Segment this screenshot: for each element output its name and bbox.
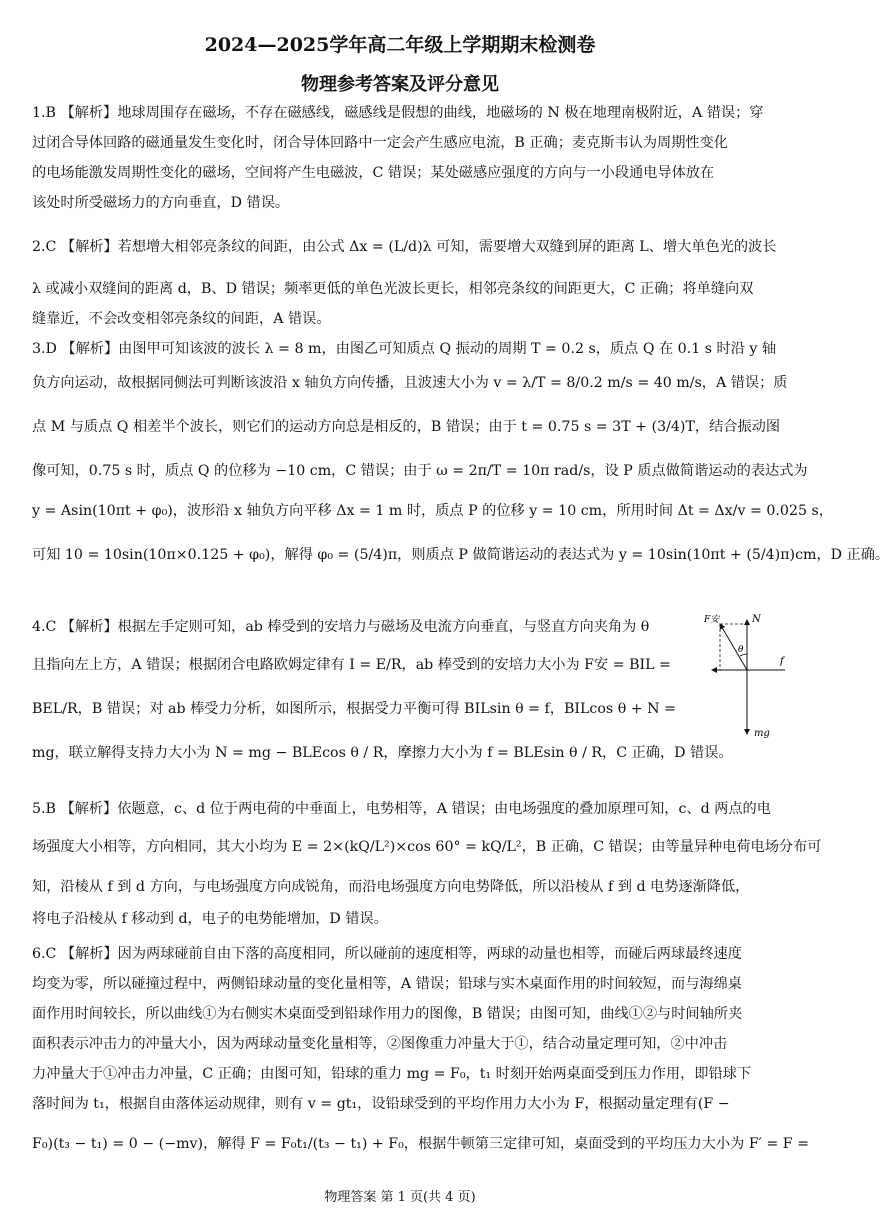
label-theta: θ xyxy=(738,645,744,655)
label-gravity: mg xyxy=(754,728,770,739)
question-5-answer xyxy=(32,800,822,940)
question-2-answer xyxy=(32,238,788,340)
answer-line: 面积表示冲击力的冲量大小，因为两球动量变化量相等，②图像重力冲量大于①，结合动量定理可知，②中冲击 xyxy=(32,1036,728,1052)
force-diagram xyxy=(700,612,790,742)
answer-line: 6.C 【解析】因为两球碰前自由下落的高度相同，所以碰前的速度相等，两球的动量也相等，而碰后两球最终速度 xyxy=(32,946,742,962)
question-1-answer xyxy=(32,104,788,224)
answer-line: 面作用时间较长，所以曲线①为右侧实木桌面受到铅球作用力的图像，B 错误；由图可知，曲线①②与时间轴所夹 xyxy=(32,1006,743,1022)
answer-line: 的电场能激发周期性变化的磁场，空间将产生电磁波，C 错误；某处磁感应强度的方向与一小段通电导体放在 xyxy=(32,165,715,181)
answer-line: 均变为零，所以碰撞过程中，两侧铅球动量的变化量相等，A 错误；铅球与实木桌面作用的时间较短，而与海绵桌 xyxy=(32,976,742,992)
page-title: 2024—2025学年高二年级上学期期末检测卷 xyxy=(204,34,596,56)
answer-line: 可知 10 = 10sin(10π×0.125 + φ₀)，解得 φ₀ = (5/4)π，则质点 P 做简谐运动的表达式为 y = 10sin(10πt + (5/4)π)cm，D 正确。 xyxy=(32,547,889,563)
page-footer: 物理答案 第 1 页(共 4 页) xyxy=(324,1190,476,1205)
answer-line: 缝靠近，不会改变相邻亮条纹的间距，A 错误。 xyxy=(32,311,331,327)
answer-line: mg，联立解得支持力大小为 N = mg − BLEcos θ / R，摩擦力大小为 f = BLEsin θ / R，C 正确，D 错误。 xyxy=(32,745,733,761)
answer-line: 场强度大小相等，方向相同，其大小均为 E = 2×(kQ/L²)×cos 60° = kQ/L²，B 正确，C 错误；由等量异种电荷电场分布可 xyxy=(32,839,822,855)
answer-line: 点 M 与质点 Q 相差半个波长，则它们的运动方向总是相反的，B 错误；由于 t = 0.75 s = 3T + (3/4)T，结合振动图 xyxy=(32,419,781,435)
answer-line: 力冲量大于①冲击力冲量，C 正确；由图可知，铅球的重力 mg = F₀，t₁ 时刻开始两桌面受到压力作用，即铅球下 xyxy=(32,1066,752,1082)
answer-line: 过闭合导体回路的磁通量发生变化时，闭合导体回路中一定会产生感应电流，B 正确；麦克斯韦认为周期性变化 xyxy=(32,135,728,151)
answer-line: 像可知，0.75 s 时，质点 Q 的位移为 −10 cm，C 错误；由于 ω = 2π/T = 10π rad/s，设 P 质点做简谐运动的表达式为 xyxy=(32,463,808,479)
answer-line: BEL/R，B 错误；对 ab 棒受力分析，如图所示，根据受力平衡可得 BILsin θ = f，BILcos θ + N = xyxy=(32,701,676,717)
answer-line: 将电子沿棱从 f 移动到 d，电子的电势能增加，D 错误。 xyxy=(32,911,388,927)
label-friction: f xyxy=(780,656,784,667)
answer-line: 4.C 【解析】根据左手定则可知，ab 棒受到的安培力与磁场及电流方向垂直，与竖直方向夹角为 θ xyxy=(32,619,650,635)
answer-line: y = Asin(10πt + φ₀)，波形沿 x 轴负方向平移 Δx = 1 m 时，质点 P 的位移 y = 10 cm，所用时间 Δt = Δx/v = 0.025 s， xyxy=(32,503,833,519)
answer-line: 知，沿棱从 f 到 d 方向，与电场强度方向成锐角，而沿电场强度方向电势降低，所以沿棱从 f 到 d 电势逐渐降低， xyxy=(32,879,750,895)
answer-line: 落时间为 t₁，根据自由落体运动规律，则有 v = gt₁，设铅球受到的平均作用力大小为 F，根据动量定理有(F − xyxy=(32,1096,730,1112)
answer-line: 负方向运动，故根据同侧法可判断该波沿 x 轴负方向传播，且波速大小为 v = λ/T = 8/0.2 m/s = 40 m/s，A 错误；质 xyxy=(32,375,788,391)
answer-line: 5.B 【解析】依题意，c、d 位于两电荷的中垂面上，电势相等，A 错误；由电场强度的叠加原理可知，c、d 两点的电 xyxy=(32,801,771,817)
question-3-answer xyxy=(32,340,889,586)
answer-line: 该处时所受磁场力的方向垂直，D 错误。 xyxy=(32,195,290,211)
question-6-answer xyxy=(32,945,810,1165)
answer-line: 1.B 【解析】地球周围存在磁场，不存在磁感线，磁感线是假想的曲线，地磁场的 N 极在地理南极附近，A 错误；穿 xyxy=(32,105,764,121)
page-subtitle: 物理参考答案及评分意见 xyxy=(301,74,499,95)
answer-line: 2.C 【解析】若想增大相邻亮条纹的间距，由公式 Δx = (L/d)λ 可知，需要增大双缝到屏的距离 L、增大单色光的波长 xyxy=(32,239,777,255)
question-4-answer xyxy=(32,618,788,784)
answer-line: F₀)(t₃ − t₁) = 0 − (−mv)，解得 F = F₀t₁/(t₃ − t₁) + F₀，根据牛顿第三定律可知，桌面受到的平均压力大小为 F′ = F = xyxy=(32,1136,810,1152)
label-ampere-force: F安 xyxy=(704,615,720,625)
answer-line: λ 或减小双缝间的距离 d，B、D 错误；频率更低的单色光波长更长，相邻亮条纹的间距更大，C 正确；将单缝向双 xyxy=(32,281,754,297)
answer-line: 且指向左上方，A 错误；根据闭合电路欧姆定律有 I = E/R，ab 棒受到的安培力大小为 F安 = BIL = xyxy=(32,657,671,673)
label-normal-force: N xyxy=(752,614,761,625)
answer-line: 3.D 【解析】由图甲可知该波的波长 λ = 8 m，由图乙可知质点 Q 振动的周期 T = 0.2 s，质点 Q 在 0.1 s 时沿 y 轴 xyxy=(32,341,777,357)
